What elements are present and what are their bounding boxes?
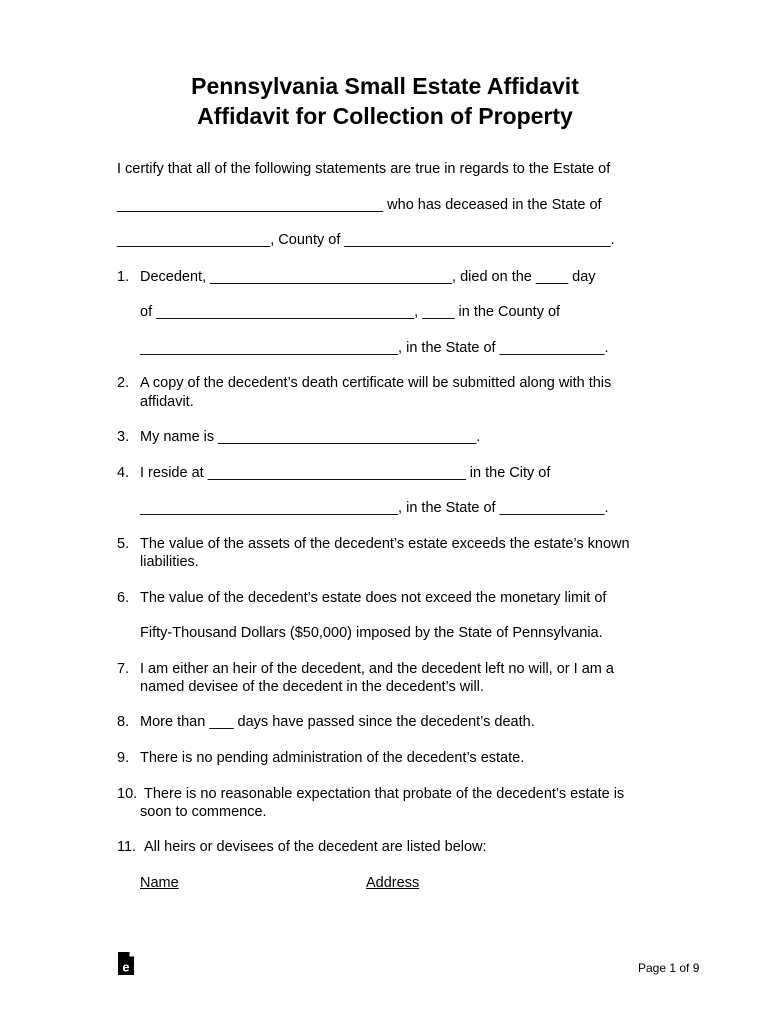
document-subtitle: Affidavit for Collection of Property xyxy=(197,103,573,129)
intro-line-2 xyxy=(117,196,602,214)
item-2-number: 2. xyxy=(117,375,130,391)
item-10-line-2: soon to commence. xyxy=(140,804,267,820)
item-5-line-1: The value of the assets of the decedent’s estate exceeds the estate’s known xyxy=(140,536,630,552)
decedent-name-blank[interactable]: _________________________________ xyxy=(117,197,384,213)
item-6-line-1: The value of the decedent’s estate does not exceed the monetary limit of xyxy=(140,590,607,606)
item-9-line-1: There is no pending administration of the decedent’s estate. xyxy=(140,750,525,766)
document-title: Pennsylvania Small Estate Affidavit xyxy=(191,73,579,99)
item-4-number: 4. xyxy=(117,465,130,481)
state-blank[interactable]: ___________________ xyxy=(117,232,271,248)
intro-line-3-text: , County of xyxy=(270,232,345,248)
item-2-line-1: A copy of the decedent’s death certificate will be submitted along with this xyxy=(140,375,612,391)
item-5-number: 5. xyxy=(117,536,130,552)
item-7-number: 7. xyxy=(117,661,130,677)
intro-line-3 xyxy=(117,231,615,249)
column-header-name: Name xyxy=(140,875,179,891)
item-5-line-2: liabilities. xyxy=(140,554,199,570)
eforms-logo-icon xyxy=(117,952,135,976)
item-7-line-2: named devisee of the decedent in the decedent’s will. xyxy=(140,679,484,695)
item-8-number: 8. xyxy=(117,714,130,730)
item-4-line-2[interactable]: ________________________________, in the State of _____________. xyxy=(140,500,609,516)
item-1-number: 1. xyxy=(117,269,130,285)
item-6-number: 6. xyxy=(117,590,130,606)
intro-line-1: I certify that all of the following statements are true in regards to the Estate of xyxy=(117,161,611,177)
item-1-line-2[interactable]: of ________________________________, ____ in the County of xyxy=(140,304,561,320)
item-11-number: 11. xyxy=(117,839,137,855)
item-8-line-1[interactable]: More than ___ days have passed since the decedent’s death. xyxy=(140,714,535,730)
item-9-number: 9. xyxy=(117,750,130,766)
intro-line-3-end: . xyxy=(610,232,615,248)
item-1-line-1[interactable]: Decedent, ______________________________, died on the ____ day xyxy=(140,269,596,285)
item-11-line-1: All heirs or devisees of the decedent are listed below: xyxy=(144,839,487,855)
svg-text:e: e xyxy=(122,959,130,975)
item-10-line-1: There is no reasonable expectation that probate of the decedent’s estate is xyxy=(144,786,625,802)
item-6-line-2: Fifty-Thousand Dollars ($50,000) imposed by the State of Pennsylvania. xyxy=(140,625,603,641)
item-2-line-2: affidavit. xyxy=(140,394,194,410)
item-4-line-1[interactable]: I reside at ________________________________ in the City of xyxy=(140,465,551,481)
county-blank[interactable]: _________________________________ xyxy=(344,232,611,248)
intro-line-2-text: who has deceased in the State of xyxy=(383,197,602,213)
item-7-line-1: I am either an heir of the decedent, and the decedent left no will, or I am a xyxy=(140,661,614,677)
item-10-number: 10. xyxy=(117,786,138,802)
column-header-address: Address xyxy=(366,875,420,891)
item-1-line-3[interactable]: ________________________________, in the State of _____________. xyxy=(140,340,609,356)
page-number: Page 1 of 9 xyxy=(638,961,700,975)
item-3-line-1[interactable]: My name is ________________________________. xyxy=(140,429,481,445)
item-3-number: 3. xyxy=(117,429,130,445)
